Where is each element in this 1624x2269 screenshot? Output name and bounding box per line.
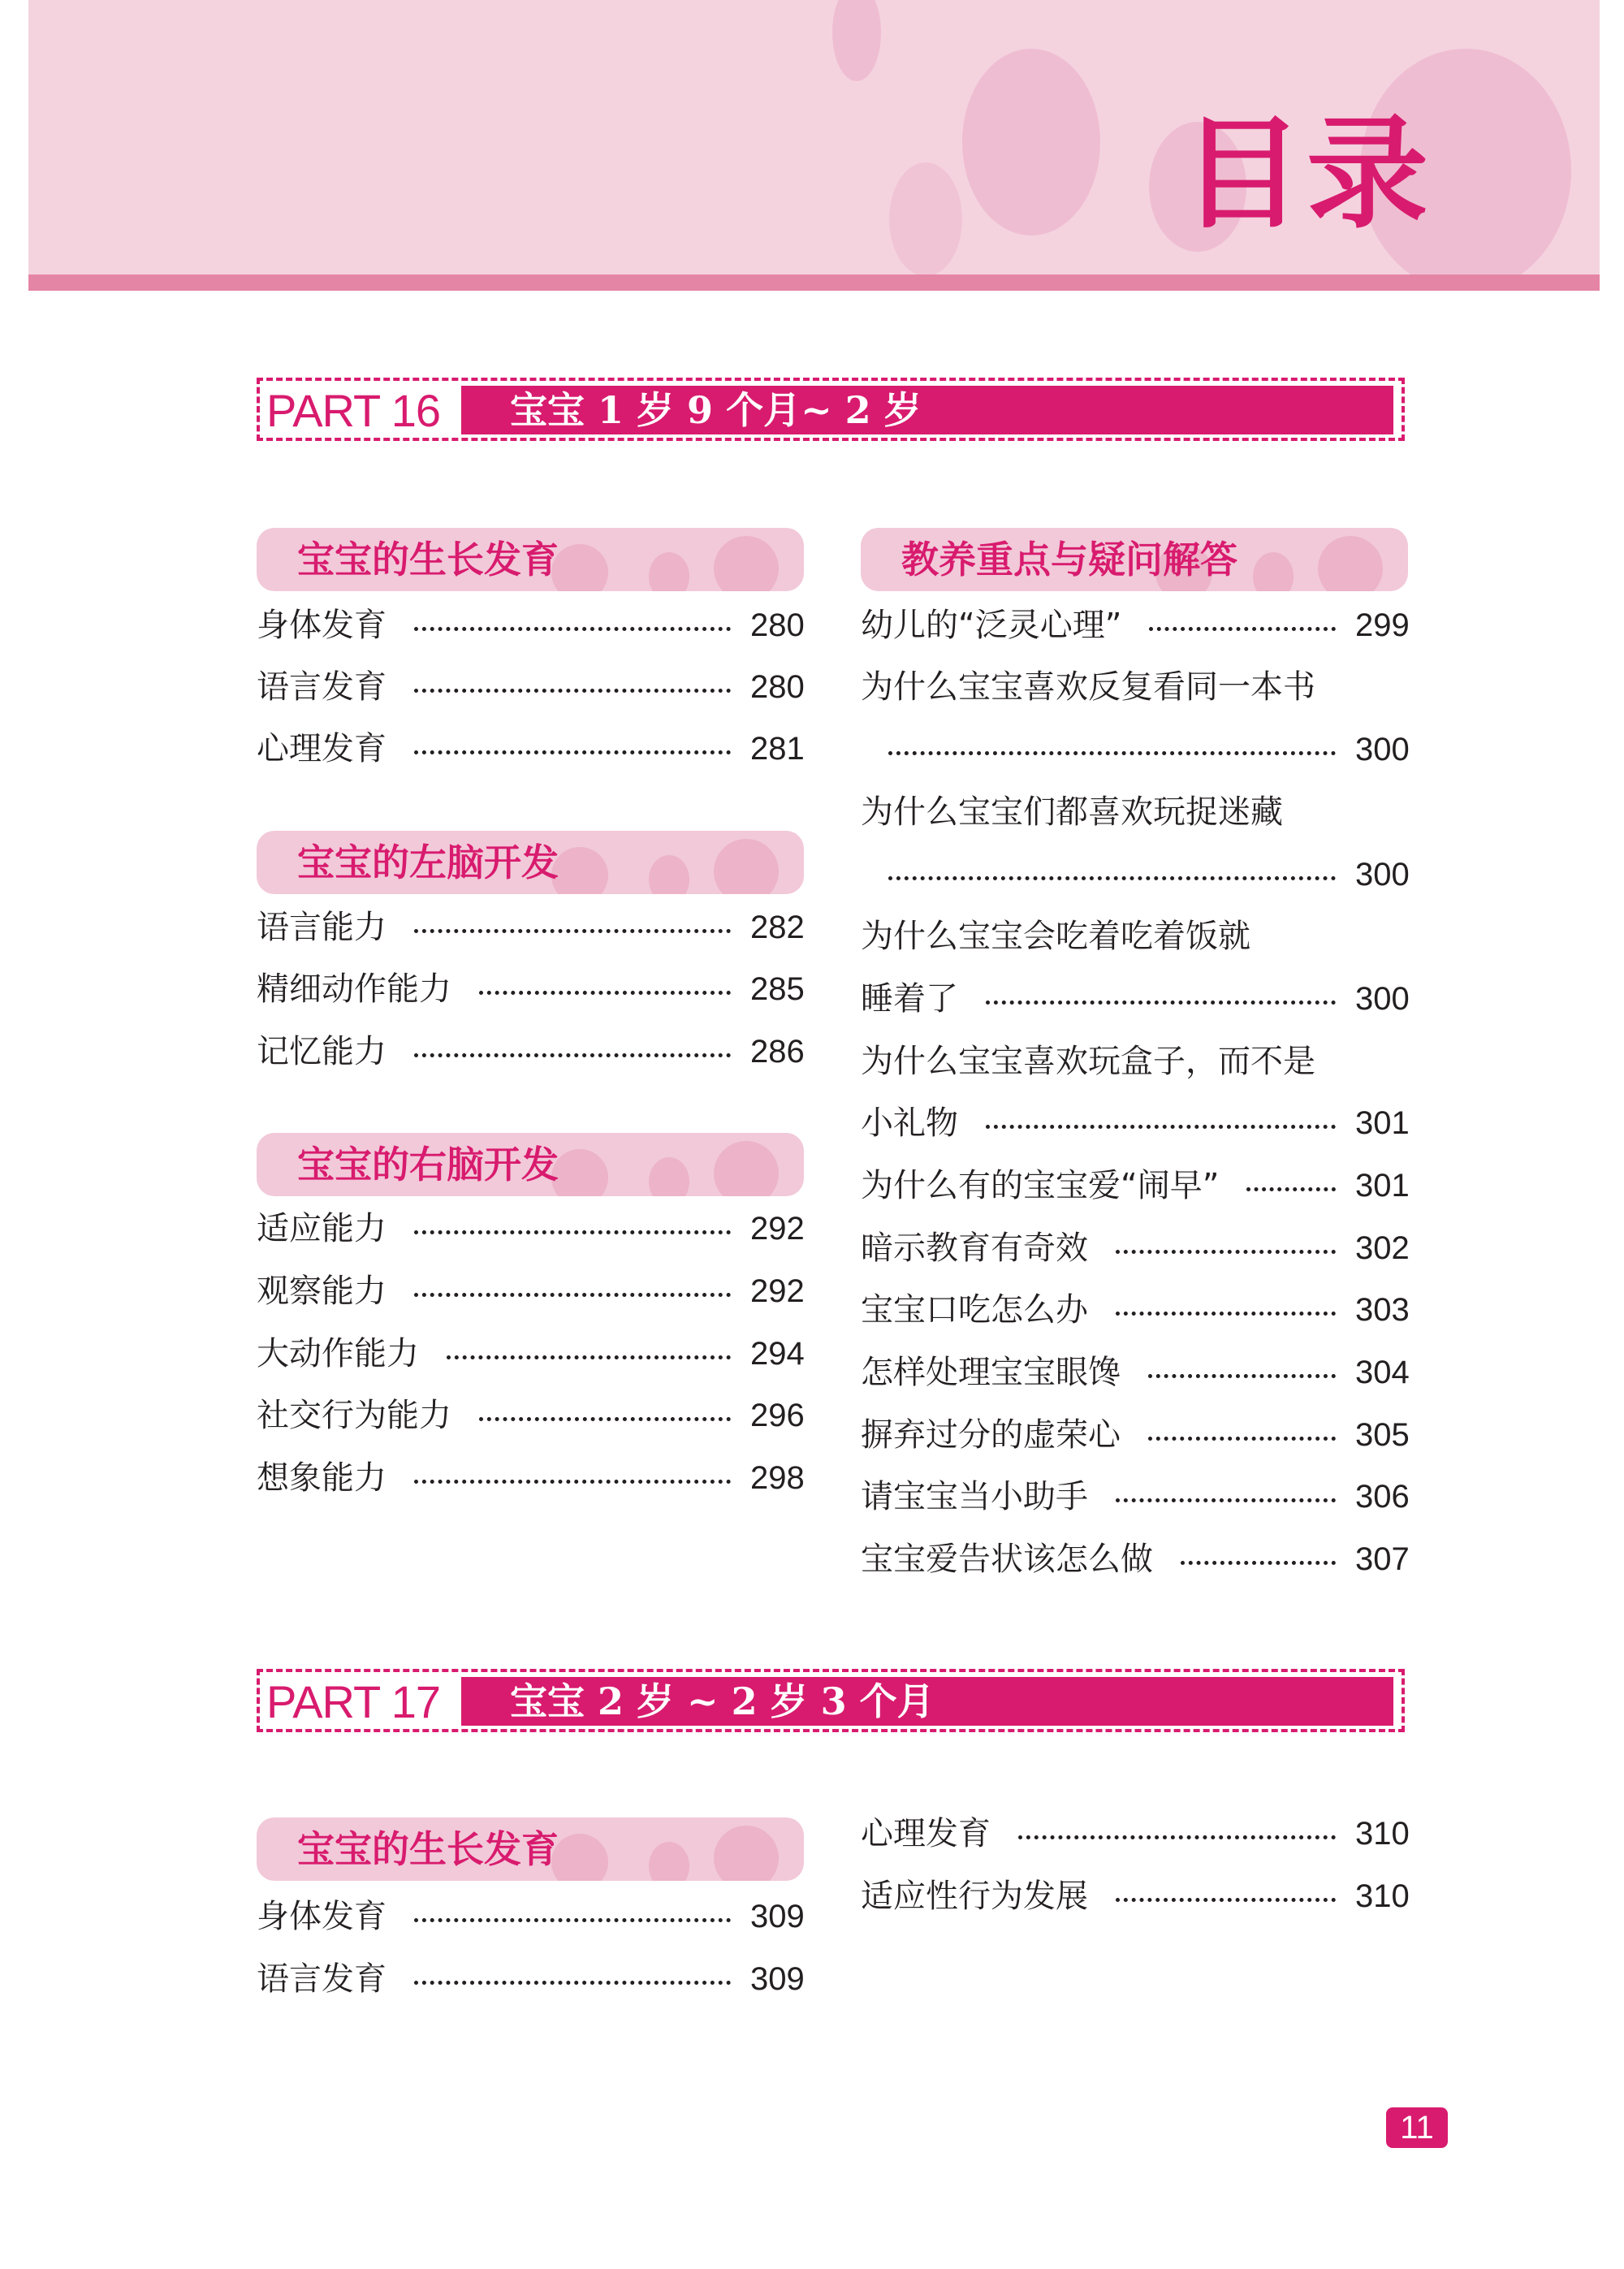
floral-decoration-icon: [889, 162, 962, 274]
entry-title: 身体发育: [257, 607, 387, 644]
leader-dots: [1148, 1437, 1336, 1441]
toc-entry[interactable]: [257, 663, 804, 711]
toc-entry[interactable]: [257, 965, 804, 1013]
section-heading: [861, 528, 1408, 591]
page-number: 309: [750, 1899, 805, 1934]
toc-entry[interactable]: [861, 1224, 1409, 1273]
toc-entry[interactable]: [861, 1348, 1409, 1397]
leader-dots: [414, 689, 731, 693]
entry-title: 摒弃过分的虚荣心: [861, 1416, 1121, 1454]
toc-entry-line2[interactable]: [861, 1099, 1409, 1147]
page-number: 307: [1355, 1541, 1410, 1577]
page-number: 302: [1355, 1230, 1410, 1266]
toc-entry[interactable]: [861, 601, 1409, 650]
floral-decoration-icon: [832, 0, 881, 81]
toc-entry[interactable]: [257, 1204, 804, 1253]
page-number: 303: [1355, 1292, 1410, 1328]
entry-title: 暗示教育有奇效: [861, 1230, 1088, 1267]
entry-title: 身体发育: [257, 1898, 387, 1935]
part-title-band: [461, 1677, 1393, 1726]
entry-title: 为什么宝宝会吃着吃着饭就: [861, 918, 1250, 955]
leader-dots: [479, 1417, 731, 1421]
entry-title: 适应能力: [257, 1210, 387, 1247]
page-number: 298: [750, 1460, 805, 1496]
leader-dots: [1116, 1312, 1336, 1316]
toc-entry[interactable]: [257, 1955, 804, 2003]
page-number: 310: [1355, 1816, 1410, 1852]
entry-title: 宝宝爱告状该怎么做: [861, 1541, 1153, 1578]
leader-dots: [414, 1053, 731, 1057]
toc-entry[interactable]: [257, 1391, 804, 1440]
page-title: 目录: [1181, 104, 1432, 245]
section-title: 宝宝的生长发育: [297, 1827, 559, 1871]
entry-title: 语言发育: [257, 668, 387, 706]
section-heading: [257, 1133, 804, 1196]
toc-entry-line2[interactable]: [861, 725, 1409, 774]
leader-dots: [1246, 1187, 1336, 1191]
toc-entry[interactable]: [257, 903, 804, 952]
toc-entry[interactable]: [861, 1535, 1409, 1584]
toc-entry[interactable]: [257, 1454, 804, 1502]
entry-title: 精细动作能力: [257, 970, 451, 1008]
leader-dots: [414, 1293, 731, 1297]
toc-entry[interactable]: [861, 1472, 1409, 1521]
toc-entry[interactable]: [861, 1809, 1409, 1858]
toc-entry[interactable]: [257, 724, 804, 773]
entry-title: 为什么宝宝们都喜欢玩捉迷藏: [861, 793, 1283, 831]
entry-title-continued: 睡着了: [861, 980, 958, 1018]
page-number: 281: [750, 731, 805, 767]
leader-dots: [1018, 1835, 1336, 1839]
part-heading-17: [257, 1669, 1405, 1732]
leader-dots: [1181, 1561, 1336, 1565]
toc-entry-line1[interactable]: [861, 788, 1409, 836]
leader-dots: [414, 1918, 731, 1922]
toc-entry-line1[interactable]: [861, 1037, 1409, 1086]
page-number: 304: [1355, 1355, 1410, 1390]
leader-dots: [447, 1355, 731, 1359]
entry-title: 心理发育: [257, 730, 387, 767]
section-title: 教养重点与疑问解答: [901, 538, 1237, 581]
section-heading: [257, 1817, 804, 1881]
page-number: 300: [1355, 732, 1410, 767]
leader-dots: [1116, 1898, 1336, 1902]
leader-dots: [1116, 1498, 1336, 1502]
page-number: 299: [1355, 607, 1410, 643]
toc-entry[interactable]: [257, 1892, 804, 1941]
entry-title: 为什么有的宝宝爱“闹早”: [861, 1167, 1220, 1204]
part-title-band: [461, 386, 1393, 434]
toc-entry[interactable]: [257, 1027, 804, 1076]
part-heading-16: [257, 378, 1405, 441]
toc-entry[interactable]: [257, 1267, 804, 1316]
entry-title: 适应性行为发展: [861, 1878, 1088, 1915]
leader-dots: [888, 751, 1336, 755]
entry-title: 请宝宝当小助手: [861, 1478, 1088, 1515]
part-label: PART 16: [266, 385, 441, 436]
leader-dots: [414, 1480, 731, 1484]
part-title: 宝宝 1 岁 9 个月~ 2 岁: [510, 388, 922, 432]
leader-dots: [414, 627, 731, 631]
page-number: 305: [1355, 1417, 1410, 1453]
leader-dots: [414, 1981, 731, 1985]
page-number: 296: [750, 1398, 805, 1433]
leader-dots: [479, 991, 731, 995]
entry-title: 语言能力: [257, 909, 387, 946]
toc-entry-line1[interactable]: [861, 912, 1409, 961]
entry-title: 记忆能力: [257, 1033, 387, 1070]
page-number: 301: [1355, 1168, 1410, 1204]
entry-title: 怎样处理宝宝眼馋: [861, 1354, 1121, 1391]
entry-title: 语言发育: [257, 1960, 387, 1998]
section-title: 宝宝的左脑开发: [297, 841, 559, 884]
entry-title: 宝宝口吃怎么办: [861, 1291, 1088, 1329]
page-number: 280: [750, 669, 805, 705]
page-number: 300: [1355, 981, 1410, 1017]
leader-dots: [1148, 1374, 1336, 1378]
page-number: 286: [750, 1034, 805, 1070]
toc-entry[interactable]: [861, 1411, 1409, 1459]
leader-dots: [986, 1125, 1336, 1129]
entry-title-continued: 小礼物: [861, 1104, 958, 1142]
entry-title: 大动作能力: [257, 1335, 419, 1372]
part-label: PART 17: [266, 1676, 441, 1727]
entry-title: 为什么宝宝喜欢玩盒子，而不是: [861, 1043, 1315, 1080]
leader-dots: [414, 1230, 731, 1234]
part-title: 宝宝 2 岁 ~ 2 岁 3 个月: [510, 1679, 935, 1723]
toc-entry[interactable]: [861, 1161, 1409, 1210]
section-title: 宝宝的右脑开发: [297, 1143, 559, 1186]
section-heading: [257, 831, 804, 894]
leader-dots: [986, 1001, 1336, 1005]
page-number: 280: [750, 607, 805, 643]
leader-dots: [414, 750, 731, 754]
toc-entry[interactable]: [257, 601, 804, 650]
page-number-badge: 11: [1386, 2107, 1448, 2148]
entry-title: 观察能力: [257, 1273, 387, 1310]
toc-entry[interactable]: [861, 1286, 1409, 1334]
page-number: 300: [1355, 857, 1410, 892]
leader-dots: [1149, 627, 1336, 631]
entry-title: 心理发育: [861, 1815, 991, 1852]
toc-entry-line1[interactable]: [861, 663, 1409, 711]
page-number: 292: [750, 1273, 805, 1309]
page-number: 309: [750, 1961, 805, 1997]
section-title: 宝宝的生长发育: [297, 538, 559, 581]
entry-title: 社交行为能力: [257, 1397, 451, 1434]
header-divider-bar: [28, 274, 1600, 291]
entry-title: 幼儿的“泛灵心理”: [861, 607, 1122, 644]
toc-entry-line2[interactable]: [861, 975, 1409, 1023]
floral-decoration-icon: [962, 49, 1100, 236]
page-number: 282: [750, 910, 805, 945]
leader-dots: [1116, 1250, 1336, 1254]
entry-title: 为什么宝宝喜欢反复看同一本书: [861, 668, 1315, 706]
toc-entry[interactable]: [257, 1329, 804, 1378]
leader-dots: [414, 929, 731, 933]
page-number: 306: [1355, 1479, 1410, 1515]
entry-title: 想象能力: [257, 1459, 387, 1497]
section-heading: [257, 528, 804, 591]
page-number: 285: [750, 971, 805, 1007]
toc-entry[interactable]: [861, 1872, 1409, 1921]
page-number: 310: [1355, 1878, 1410, 1914]
leader-dots: [888, 876, 1336, 880]
toc-entry-line2[interactable]: [861, 850, 1409, 899]
page-number: 292: [750, 1211, 805, 1247]
page-number: 301: [1355, 1105, 1410, 1141]
page-number: 294: [750, 1336, 805, 1372]
